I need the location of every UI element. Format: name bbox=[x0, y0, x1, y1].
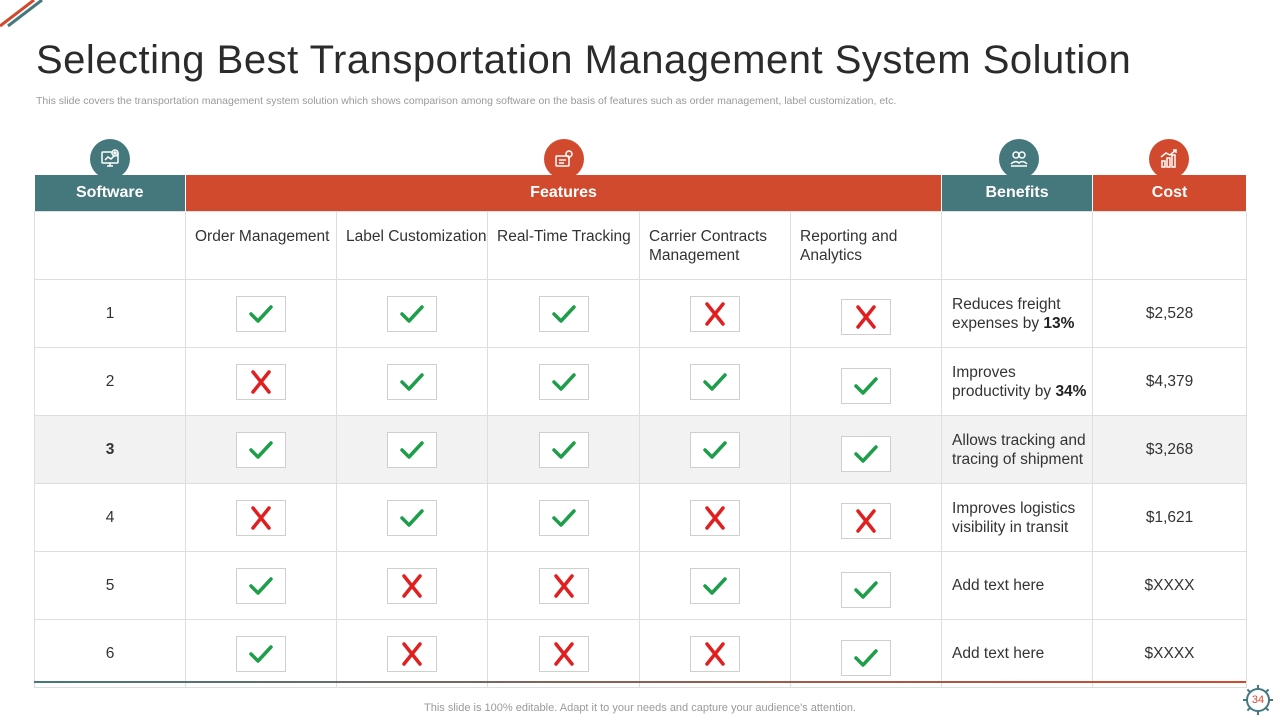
check-icon bbox=[387, 500, 437, 536]
cost-value: $3,268 bbox=[1093, 416, 1247, 484]
benefit-text: Improves logistics visibility in transit bbox=[952, 499, 1076, 536]
feature-mark-cell bbox=[488, 280, 640, 348]
check-icon bbox=[690, 432, 740, 468]
feature-label: Carrier Contracts Management bbox=[640, 212, 791, 280]
table-row bbox=[35, 416, 1247, 484]
benefits-icon bbox=[999, 139, 1039, 179]
benefit-cell bbox=[942, 552, 1093, 620]
cross-icon bbox=[539, 636, 589, 672]
feature-mark-cell bbox=[186, 416, 337, 484]
empty-cell bbox=[35, 212, 186, 280]
check-icon bbox=[387, 364, 437, 400]
benefit-cell bbox=[942, 348, 1093, 416]
software-number: 2 bbox=[35, 348, 186, 416]
benefit-text: Improves productivity by bbox=[952, 363, 1056, 400]
software-number: 5 bbox=[35, 552, 186, 620]
check-icon bbox=[690, 364, 740, 400]
benefit-highlight: 13% bbox=[1043, 314, 1075, 332]
comparison-table bbox=[34, 175, 1247, 688]
check-icon bbox=[539, 432, 589, 468]
page-number-badge bbox=[1241, 683, 1275, 717]
feature-mark-cell bbox=[186, 484, 337, 552]
cost-value: $2,528 bbox=[1093, 280, 1247, 348]
feature-mark-cell bbox=[640, 348, 791, 416]
table-row bbox=[35, 348, 1247, 416]
cross-icon bbox=[236, 364, 286, 400]
feature-mark-cell bbox=[640, 552, 791, 620]
feature-mark-cell bbox=[186, 348, 337, 416]
feature-mark-cell bbox=[488, 620, 640, 688]
cross-icon bbox=[539, 568, 589, 604]
cost-value: $1,621 bbox=[1093, 484, 1247, 552]
feature-mark-cell bbox=[337, 416, 488, 484]
check-icon bbox=[387, 296, 437, 332]
feature-mark-cell bbox=[791, 620, 942, 688]
feature-mark-cell bbox=[640, 484, 791, 552]
software-number: 6 bbox=[35, 620, 186, 688]
cross-icon bbox=[690, 636, 740, 672]
feature-label: Order Management bbox=[186, 212, 337, 280]
feature-mark-cell bbox=[488, 552, 640, 620]
benefit-highlight: 34% bbox=[1055, 382, 1087, 400]
check-icon bbox=[841, 640, 891, 676]
table-row bbox=[35, 552, 1247, 620]
feature-mark-cell bbox=[640, 416, 791, 484]
page-title: Selecting Best Transportation Management System Solution bbox=[36, 38, 1132, 82]
feature-mark-cell bbox=[186, 552, 337, 620]
check-icon bbox=[841, 572, 891, 608]
check-icon bbox=[841, 436, 891, 472]
table-row bbox=[35, 620, 1247, 688]
feature-mark-cell bbox=[640, 280, 791, 348]
feature-mark-cell bbox=[337, 620, 488, 688]
bottom-divider bbox=[34, 681, 1246, 683]
page-subtitle: This slide covers the transportation management system solution which shows comparison among software on the basis of features such as order management, label customization, etc. bbox=[36, 95, 897, 107]
feature-mark-cell bbox=[337, 484, 488, 552]
cost-value: $XXXX bbox=[1093, 552, 1247, 620]
feature-mark-cell bbox=[791, 552, 942, 620]
feature-mark-cell bbox=[488, 484, 640, 552]
feature-mark-cell bbox=[186, 280, 337, 348]
feature-label: Label Customization bbox=[337, 212, 488, 280]
cost-value: $XXXX bbox=[1093, 620, 1247, 688]
feature-mark-cell bbox=[186, 620, 337, 688]
feature-mark-cell bbox=[337, 552, 488, 620]
benefit-text: Reduces freight expenses by bbox=[952, 295, 1061, 332]
benefit-cell bbox=[942, 416, 1093, 484]
table-row bbox=[35, 484, 1247, 552]
feature-mark-cell bbox=[337, 280, 488, 348]
benefit-cell bbox=[942, 620, 1093, 688]
check-icon bbox=[539, 500, 589, 536]
corner-decoration bbox=[0, 0, 60, 30]
benefit-text: Add text here bbox=[952, 577, 1045, 594]
feature-mark-cell bbox=[488, 348, 640, 416]
cross-icon bbox=[841, 503, 891, 539]
software-number: 1 bbox=[35, 280, 186, 348]
check-icon bbox=[841, 368, 891, 404]
check-icon bbox=[236, 296, 286, 332]
header-features: Features bbox=[186, 175, 942, 212]
cost-icon bbox=[1149, 139, 1189, 179]
feature-mark-cell bbox=[337, 348, 488, 416]
check-icon bbox=[236, 432, 286, 468]
cross-icon bbox=[387, 636, 437, 672]
cross-icon bbox=[387, 568, 437, 604]
feature-mark-cell bbox=[488, 416, 640, 484]
check-icon bbox=[539, 364, 589, 400]
feature-label: Reporting and Analytics bbox=[791, 212, 942, 280]
header-cost: Cost bbox=[1093, 175, 1247, 212]
check-icon bbox=[387, 432, 437, 468]
cost-value: $4,379 bbox=[1093, 348, 1247, 416]
header-benefits: Benefits bbox=[942, 175, 1093, 212]
software-number: 3 bbox=[35, 416, 186, 484]
software-number: 4 bbox=[35, 484, 186, 552]
cross-icon bbox=[841, 299, 891, 335]
feature-labels-row bbox=[35, 212, 1247, 280]
check-icon bbox=[539, 296, 589, 332]
table-row bbox=[35, 280, 1247, 348]
empty-cell bbox=[1093, 212, 1247, 280]
cross-icon bbox=[690, 296, 740, 332]
feature-mark-cell bbox=[791, 484, 942, 552]
feature-label: Real-Time Tracking bbox=[488, 212, 640, 280]
header-software: Software bbox=[35, 175, 186, 212]
benefit-text: Allows tracking and tracing of shipment bbox=[952, 431, 1086, 468]
cross-icon bbox=[236, 500, 286, 536]
footer-note: This slide is 100% editable. Adapt it to your needs and capture your audience's attention. bbox=[424, 702, 856, 714]
page-number: 34 bbox=[1251, 694, 1265, 706]
cross-icon bbox=[690, 500, 740, 536]
features-icon bbox=[544, 139, 584, 179]
feature-mark-cell bbox=[791, 348, 942, 416]
check-icon bbox=[236, 568, 286, 604]
feature-mark-cell bbox=[640, 620, 791, 688]
feature-mark-cell bbox=[791, 416, 942, 484]
empty-cell bbox=[942, 212, 1093, 280]
check-icon bbox=[690, 568, 740, 604]
benefit-text: Add text here bbox=[952, 645, 1045, 662]
check-icon bbox=[236, 636, 286, 672]
benefit-cell bbox=[942, 280, 1093, 348]
benefit-cell bbox=[942, 484, 1093, 552]
software-icon bbox=[90, 139, 130, 179]
feature-mark-cell bbox=[791, 280, 942, 348]
